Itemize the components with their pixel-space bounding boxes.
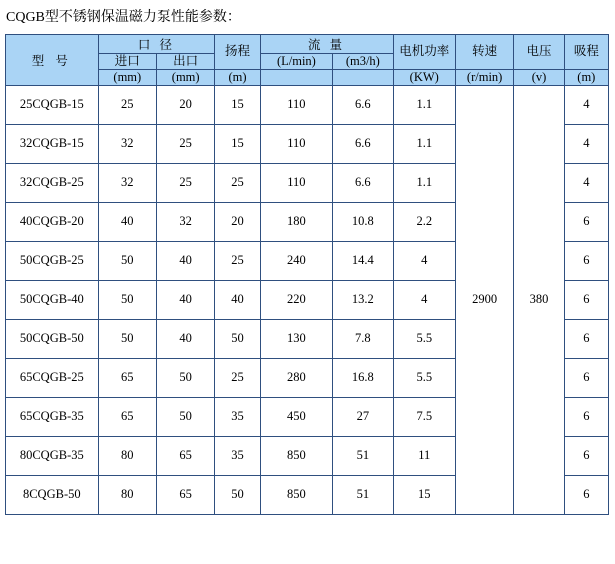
cell-flow_lmin: 850: [260, 475, 332, 514]
cell-flow_m3h: 10.8: [333, 202, 393, 241]
cell-model: 50CQGB-25: [6, 241, 99, 280]
cell-outlet: 40: [156, 241, 214, 280]
header-speed: 转速: [455, 34, 513, 69]
cell-outlet: 32: [156, 202, 214, 241]
header-model: 型 号: [6, 34, 99, 85]
cell-model: 65CQGB-25: [6, 358, 99, 397]
cell-suction: 4: [564, 163, 608, 202]
cell-flow_m3h: 13.2: [333, 280, 393, 319]
cell-model: 50CQGB-50: [6, 319, 99, 358]
cell-model: 40CQGB-20: [6, 202, 99, 241]
cell-outlet: 25: [156, 163, 214, 202]
cell-flow_lmin: 130: [260, 319, 332, 358]
cell-outlet: 20: [156, 85, 214, 124]
header-flow-m3h-unit: [333, 69, 393, 85]
cell-flow_m3h: 6.6: [333, 124, 393, 163]
header-bore-inlet: 进口: [98, 53, 156, 69]
header-power-unit: (KW): [393, 69, 455, 85]
cell-flow_lmin: 110: [260, 85, 332, 124]
page-title: CQGB型不锈钢保温磁力泵性能参数：: [6, 10, 241, 25]
cell-flow_lmin: 450: [260, 397, 332, 436]
header-speed-unit: (r/min): [455, 69, 513, 85]
cell-model: 32CQGB-25: [6, 163, 99, 202]
header-flow-group: 流 量: [260, 34, 393, 53]
cell-power: 2.2: [393, 202, 455, 241]
cell-outlet: 50: [156, 397, 214, 436]
cell-suction: 6: [564, 436, 608, 475]
cell-flow_lmin: 110: [260, 163, 332, 202]
header-bore-outlet-unit: (mm): [156, 69, 214, 85]
cell-head: 50: [215, 475, 260, 514]
cell-flow_m3h: 51: [333, 475, 393, 514]
cell-head: 15: [215, 124, 260, 163]
table-header: [6, 34, 609, 85]
cell-power: 4: [393, 241, 455, 280]
cell-flow_lmin: 180: [260, 202, 332, 241]
cell-head: 20: [215, 202, 260, 241]
cell-flow_m3h: 7.8: [333, 319, 393, 358]
cell-outlet: 40: [156, 280, 214, 319]
cell-speed-merged: 2900: [455, 85, 513, 514]
pump-spec-table: [5, 34, 609, 515]
cell-power: 5.5: [393, 358, 455, 397]
cell-model: 50CQGB-40: [6, 280, 99, 319]
header-flow-lmin: (L/min): [260, 53, 332, 69]
header-head: 扬程: [215, 34, 260, 69]
cell-head: 15: [215, 85, 260, 124]
cell-flow_m3h: 27: [333, 397, 393, 436]
table-row: [6, 85, 609, 124]
cell-flow_m3h: 6.6: [333, 85, 393, 124]
cell-outlet: 65: [156, 475, 214, 514]
cell-inlet: 80: [98, 436, 156, 475]
cell-flow_m3h: 14.4: [333, 241, 393, 280]
cell-suction: 6: [564, 319, 608, 358]
header-suction: 吸程: [564, 34, 608, 69]
cell-flow_lmin: 110: [260, 124, 332, 163]
cell-inlet: 80: [98, 475, 156, 514]
cell-power: 1.1: [393, 124, 455, 163]
cell-power: 1.1: [393, 85, 455, 124]
cell-voltage-merged: 380: [514, 85, 564, 514]
cell-inlet: 25: [98, 85, 156, 124]
cell-head: 25: [215, 241, 260, 280]
cell-suction: 6: [564, 397, 608, 436]
header-head-unit: (m): [215, 69, 260, 85]
cell-suction: 6: [564, 358, 608, 397]
cell-inlet: 65: [98, 358, 156, 397]
cell-flow_lmin: 220: [260, 280, 332, 319]
cell-suction: 6: [564, 241, 608, 280]
header-voltage-unit: (v): [514, 69, 564, 85]
cell-power: 15: [393, 475, 455, 514]
cell-power: 5.5: [393, 319, 455, 358]
cell-flow_lmin: 850: [260, 436, 332, 475]
cell-model: 8CQGB-50: [6, 475, 99, 514]
cell-model: 65CQGB-35: [6, 397, 99, 436]
cell-inlet: 32: [98, 124, 156, 163]
cell-outlet: 25: [156, 124, 214, 163]
cell-model: 32CQGB-15: [6, 124, 99, 163]
cell-flow_m3h: 6.6: [333, 163, 393, 202]
table-body: [6, 85, 609, 514]
cell-inlet: 32: [98, 163, 156, 202]
cell-head: 40: [215, 280, 260, 319]
cell-outlet: 65: [156, 436, 214, 475]
header-suction-unit: (m): [564, 69, 608, 85]
header-voltage: 电压: [514, 34, 564, 69]
cell-inlet: 65: [98, 397, 156, 436]
cell-flow_m3h: 16.8: [333, 358, 393, 397]
cell-head: 35: [215, 397, 260, 436]
cell-head: 35: [215, 436, 260, 475]
cell-inlet: 50: [98, 319, 156, 358]
cell-outlet: 40: [156, 319, 214, 358]
cell-head: 25: [215, 163, 260, 202]
cell-power: 1.1: [393, 163, 455, 202]
cell-suction: 6: [564, 475, 608, 514]
header-bore-group: 口 径: [98, 34, 215, 53]
header-flow-m3h: (m3/h): [333, 53, 393, 69]
cell-suction: 4: [564, 124, 608, 163]
cell-suction: 6: [564, 202, 608, 241]
cell-model: 80CQGB-35: [6, 436, 99, 475]
header-bore-inlet-unit: (mm): [98, 69, 156, 85]
cell-flow_m3h: 51: [333, 436, 393, 475]
header-power: 电机功率: [393, 34, 455, 69]
cell-outlet: 50: [156, 358, 214, 397]
cell-flow_lmin: 240: [260, 241, 332, 280]
cell-suction: 4: [564, 85, 608, 124]
header-bore-outlet: 出口: [156, 53, 214, 69]
header-row-1: [6, 34, 609, 53]
cell-inlet: 50: [98, 241, 156, 280]
cell-inlet: 40: [98, 202, 156, 241]
cell-power: 4: [393, 280, 455, 319]
cell-head: 50: [215, 319, 260, 358]
cell-model: 25CQGB-15: [6, 85, 99, 124]
cell-flow_lmin: 280: [260, 358, 332, 397]
cell-head: 25: [215, 358, 260, 397]
cell-power: 11: [393, 436, 455, 475]
cell-suction: 6: [564, 280, 608, 319]
cell-inlet: 50: [98, 280, 156, 319]
cell-power: 7.5: [393, 397, 455, 436]
header-flow-lmin-unit: [260, 69, 332, 85]
